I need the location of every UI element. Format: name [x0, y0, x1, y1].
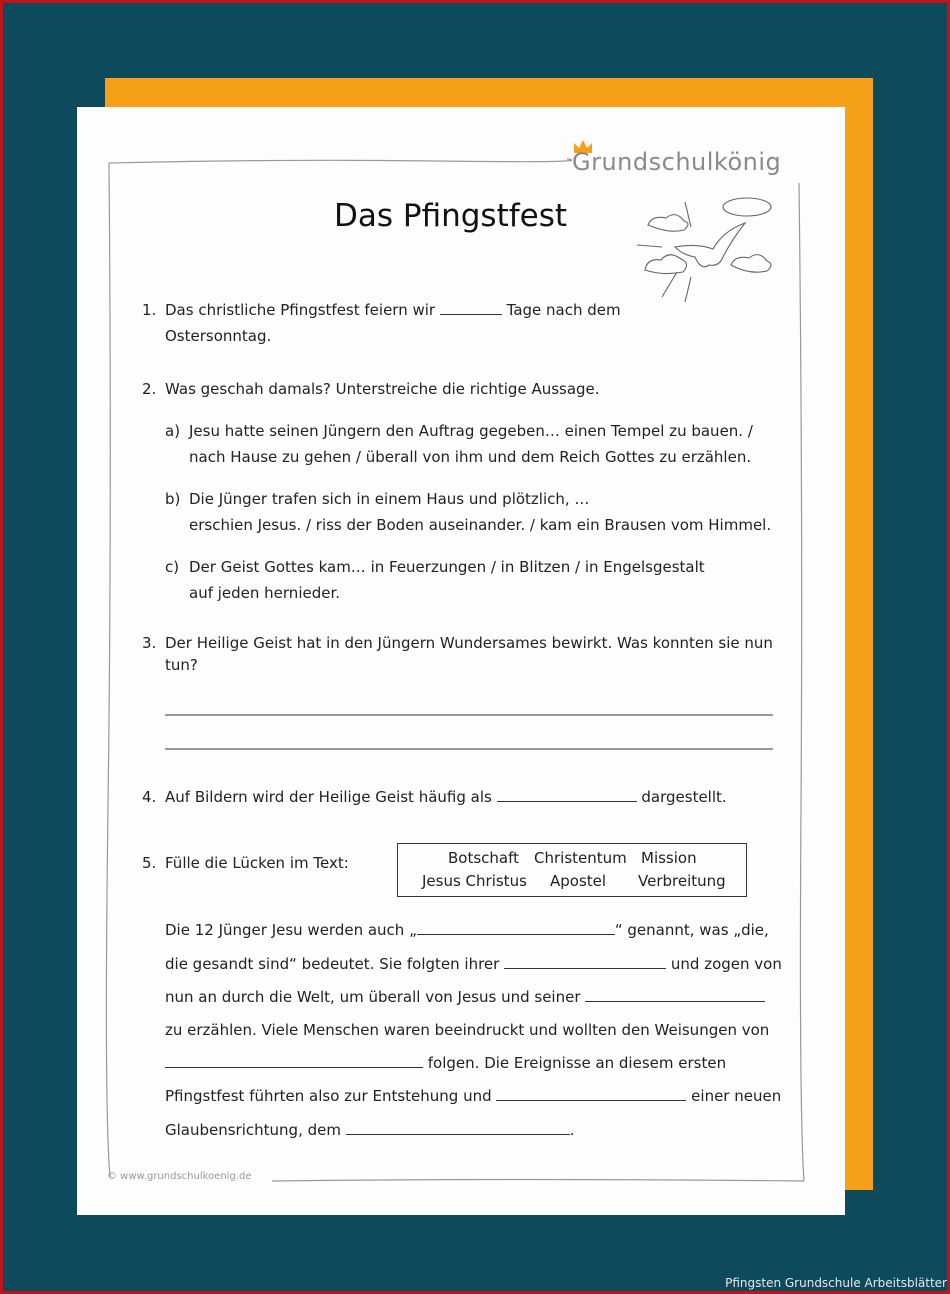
- cloze-text: Die 12 Jünger Jesu werden auch „: [165, 921, 417, 939]
- brand-logo: Grundschulkönig: [572, 148, 782, 176]
- cloze-blank[interactable]: [346, 1120, 570, 1135]
- q5-number: 5.: [142, 854, 157, 872]
- frame-top-line: [109, 159, 572, 163]
- q1-blank[interactable]: [440, 300, 502, 315]
- cloze-line-5: [165, 1053, 726, 1073]
- page-title: Das Pfingstfest: [334, 198, 568, 234]
- word-bank-item: Botschaft: [448, 849, 520, 867]
- cloze-text: die gesandt sind“ bedeutet. Sie folgten ihrer: [165, 955, 500, 973]
- q4-blank[interactable]: [497, 787, 637, 802]
- q2c-label: c): [165, 558, 180, 576]
- frame-right-line: [799, 183, 804, 1181]
- cloze-blank[interactable]: [496, 1086, 686, 1101]
- cloze-line-2: [165, 954, 782, 974]
- cloze-line-1: [165, 920, 769, 940]
- cloze-line-4: zu erzählen. Viele Menschen waren beeindruckt und wollten den Weisungen von: [165, 1021, 770, 1039]
- q3-line-2: tun?: [165, 656, 198, 674]
- q5-text: Fülle die Lücken im Text:: [165, 854, 349, 872]
- dove-illustration: [637, 198, 771, 302]
- cloze-blank[interactable]: [504, 954, 666, 969]
- cloze-text: Pfingstfest führten also zur Entstehung und: [165, 1087, 492, 1105]
- word-bank-box: [397, 843, 747, 897]
- footer-copyright: © www.grundschulkoenig.de: [107, 1171, 252, 1182]
- cloze-text: nun an durch die Welt, um überall von Jesus und seiner: [165, 988, 581, 1006]
- word-bank-item: Mission: [641, 849, 697, 867]
- q4-text-a: Auf Bildern wird der Heilige Geist häufig als: [165, 788, 492, 806]
- worksheet-page: [77, 107, 845, 1215]
- cloze-blank[interactable]: [585, 987, 765, 1002]
- cloze-text: Glaubensrichtung, dem: [165, 1121, 341, 1139]
- q2c-line-2: auf jeden hernieder.: [189, 584, 341, 602]
- cloze-line-3: [165, 987, 765, 1007]
- q4-number: 4.: [142, 788, 157, 806]
- q1-line-1: [165, 300, 621, 320]
- q2b-line-1: Die Jünger trafen sich in einem Haus und plötzlich, …: [189, 490, 590, 508]
- q2a-line-1: Jesu hatte seinen Jüngern den Auftrag gegeben… einen Tempel zu bauen. /: [189, 422, 753, 440]
- cloze-text: folgen. Die Ereignisse an diesem ersten: [427, 1054, 727, 1072]
- cloze-text: .: [569, 1121, 575, 1139]
- cloze-text: einer neuen: [691, 1087, 782, 1105]
- cloze-text: “ genannt, was „die,: [614, 921, 769, 939]
- q2a-label: a): [165, 422, 181, 440]
- word-bank-item: Jesus Christus: [422, 872, 527, 890]
- q1-number: 1.: [142, 301, 157, 319]
- cloze-line-7: [165, 1120, 575, 1140]
- q1-line-2: Ostersonntag.: [165, 327, 272, 345]
- cloze-blank[interactable]: [417, 920, 615, 935]
- q4-text-b: dargestellt.: [641, 788, 727, 806]
- word-bank-item: Christentum: [534, 849, 627, 867]
- q1-text-a: Das christliche Pfingstfest feiern wir: [165, 301, 436, 319]
- q2a-line-2: nach Hause zu gehen / überall von ihm und dem Reich Gottes zu erzählen.: [189, 448, 752, 466]
- cloze-text: und zogen von: [670, 955, 782, 973]
- q2b-line-2: erschien Jesus. / riss der Boden auseinander. / kam ein Brausen vom Himmel.: [189, 516, 772, 534]
- frame-bottom-line: [272, 1180, 804, 1182]
- q4-line: [165, 787, 727, 807]
- cloze-line-6: [165, 1086, 781, 1106]
- frame-left-line: [106, 163, 110, 1177]
- word-bank-item: Verbreitung: [638, 872, 726, 890]
- q2-text: Was geschah damals? Unterstreiche die richtige Aussage.: [165, 380, 600, 398]
- image-caption: Pfingsten Grundschule Arbeitsblätter: [725, 1276, 947, 1290]
- q2c-line-1: Der Geist Gottes kam… in Feuerzungen / in Blitzen / in Engelsgestalt: [189, 558, 705, 576]
- q2-number: 2.: [142, 380, 157, 398]
- q2b-label: b): [165, 490, 181, 508]
- q1-text-b: Tage nach dem: [506, 301, 621, 319]
- word-bank-item: Apostel: [550, 872, 607, 890]
- cloze-blank[interactable]: [165, 1053, 423, 1068]
- q3-number: 3.: [142, 634, 157, 652]
- q3-line-1: Der Heilige Geist hat in den Jüngern Wundersames bewirkt. Was konnten sie nun: [165, 634, 773, 652]
